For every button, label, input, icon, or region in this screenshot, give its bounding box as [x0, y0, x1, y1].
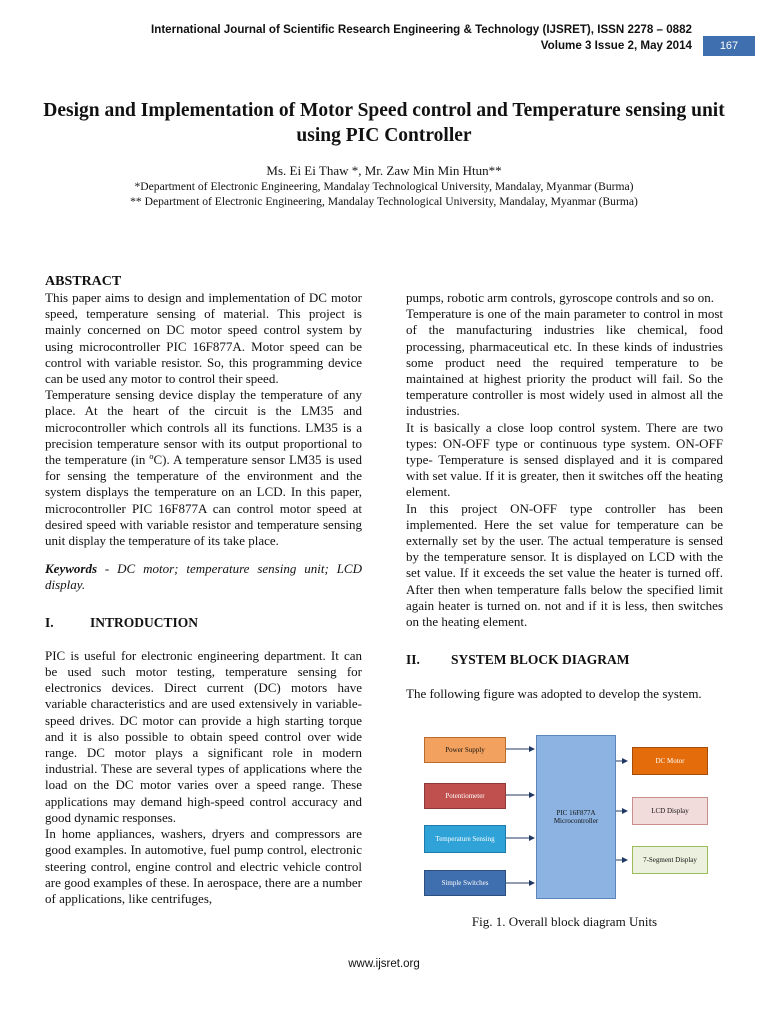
block-microcontroller — [536, 735, 616, 899]
right-paragraph-3: In this project ON-OFF type controller has been implemented. Here the set value for temperature can be externally set by the user. The actual temperature is sensed by the temperature sensor. It is displayed on LCD with the set value. If it exceeds the set value the heater is turned off. After then when temperature falls below the specified limit again heater is turned on. not and if it is less, then switches on the heating element. — [406, 500, 723, 630]
right-paragraph-2: It is basically a close loop control system. There are two types: ON-OFF type or continuous type system. ON-OFF type- Temperature is sensed displayed and it is compared with set value. If it is greater, then it switches off the heating element. — [406, 419, 723, 500]
section-number: I. — [45, 614, 54, 630]
keywords-text: - DC motor; temperature sensing unit; LCD display. — [45, 561, 362, 593]
abstract-paragraph-1: This paper aims to design and implementation of DC motor speed, temperature sensing of material. This project is mainly concerned on DC motor speed control system by using microcontroller PIC 16F877A. Motor speed can be control with variable resistor. So, this programming device can be used any motor to control their speed. — [45, 290, 362, 387]
abstract-heading: ABSTRACT — [45, 274, 122, 289]
paper-title: Design and Implementation of Motor Speed control and Temperature sensing unit using PIC Controller — [43, 100, 725, 146]
right-column — [406, 290, 723, 703]
authors: Ms. Ei Ei Thaw *, Mr. Zaw Min Min Htun** — [266, 163, 502, 178]
block-label: Simple Switches — [441, 878, 489, 887]
block-dc-motor — [632, 747, 708, 775]
keywords — [45, 561, 362, 593]
abstract-paragraph-2: Temperature sensing device display the temperature of any place. At the heart of the circuit is the LM35 and microcontroller which controls all its functions. LM35 is a precision temperature sensor with its output proportional to the temperature (in ºC). A temperature sensor LM35 is used for sensing the temperature of the environment and the system displays the temperature on an LCD. In this paper, microcontroller PIC 16F877A can control motor speed at desired speed with variable resistor and temperature sensing unit display the temperature of its take place. — [45, 387, 362, 549]
intro-paragraph-2: In home appliances, washers, dryers and compressors are good examples. In automotive, fuel pump control, electronic steering control, engine control and electric vehicle control are good examples of these. In aerospace, there are a number of applications, like centrifuges, — [45, 826, 362, 906]
block-potentiometer — [424, 783, 506, 809]
section-number: II. — [406, 652, 420, 668]
block-simple-switches — [424, 870, 506, 896]
keywords-label: Keywords — [45, 561, 97, 577]
page-number: 167 — [703, 36, 755, 56]
block-diagram-figure — [414, 733, 718, 903]
section-heading-block-diagram — [406, 652, 723, 668]
left-column — [45, 274, 362, 907]
block-lcd-display — [632, 797, 708, 825]
block-label: Temperature Sensing — [435, 834, 495, 843]
block-label: Potentiometer — [445, 791, 485, 800]
block-diagram-intro: The following figure was adopted to develop the system. — [406, 686, 702, 702]
journal-volume: Volume 3 Issue 2, May 2014 — [540, 39, 692, 52]
block-label: 7-Segment Display — [643, 855, 697, 864]
right-paragraph-0: pumps, robotic arm controls, gyroscope controls and so on. — [406, 290, 714, 305]
block-power-supply — [424, 737, 506, 763]
right-paragraph-1: Temperature is one of the main parameter to control in most of the manufacturing industries like chemical, food processing, pharmaceutical etc. In these kinds of industries some product need the required temperature to be maintained at highest priority the product will fail. So the temperature controller is most widely used in almost all the industries. — [406, 306, 723, 419]
block-label: LCD Display — [651, 806, 689, 815]
block-temperature-sensing — [424, 825, 506, 853]
section-heading-introduction — [45, 615, 362, 631]
section-title: SYSTEM BLOCK DIAGRAM — [451, 652, 630, 668]
affiliation-1: *Department of Electronic Engineering, Mandalay Technological University, Mandalay, Myanmar (Burma) — [134, 180, 634, 193]
block-label-line1: PIC 16F877A — [556, 808, 596, 817]
intro-paragraph-1: PIC is useful for electronic engineering department. It can be used such motor testing, temperature sensing for electronics devices. Direct current (DC) motors have variable characteristics and are used extensively in variable-speed drives. DC motor can provide a high starting torque and it is also possible to obtain speed control over wide range. DC motor plays a significant role in modern industrial. These are several types of applications where the load on the DC motor varies over a speed range. These applications may demand high-speed control accuracy and good dynamic responses. — [45, 647, 362, 825]
journal-header — [0, 22, 692, 54]
affiliation-2: ** Department of Electronic Engineering, Mandalay Technological University, Mandalay, Myanmar (Burma) — [130, 195, 638, 208]
block-label-line2: Microcontroller — [553, 817, 599, 825]
block-label: DC Motor — [655, 756, 685, 765]
block-label: Power Supply — [445, 745, 485, 754]
section-title: INTRODUCTION — [90, 614, 199, 630]
journal-name: International Journal of Scientific Research Engineering & Technology (IJSRET), ISSN 2278 – 0882 — [151, 23, 692, 36]
block-7-segment-display — [632, 846, 708, 874]
figure-caption: Fig. 1. Overall block diagram Units — [471, 914, 658, 929]
footer-url: www.ijsret.org — [348, 958, 420, 970]
